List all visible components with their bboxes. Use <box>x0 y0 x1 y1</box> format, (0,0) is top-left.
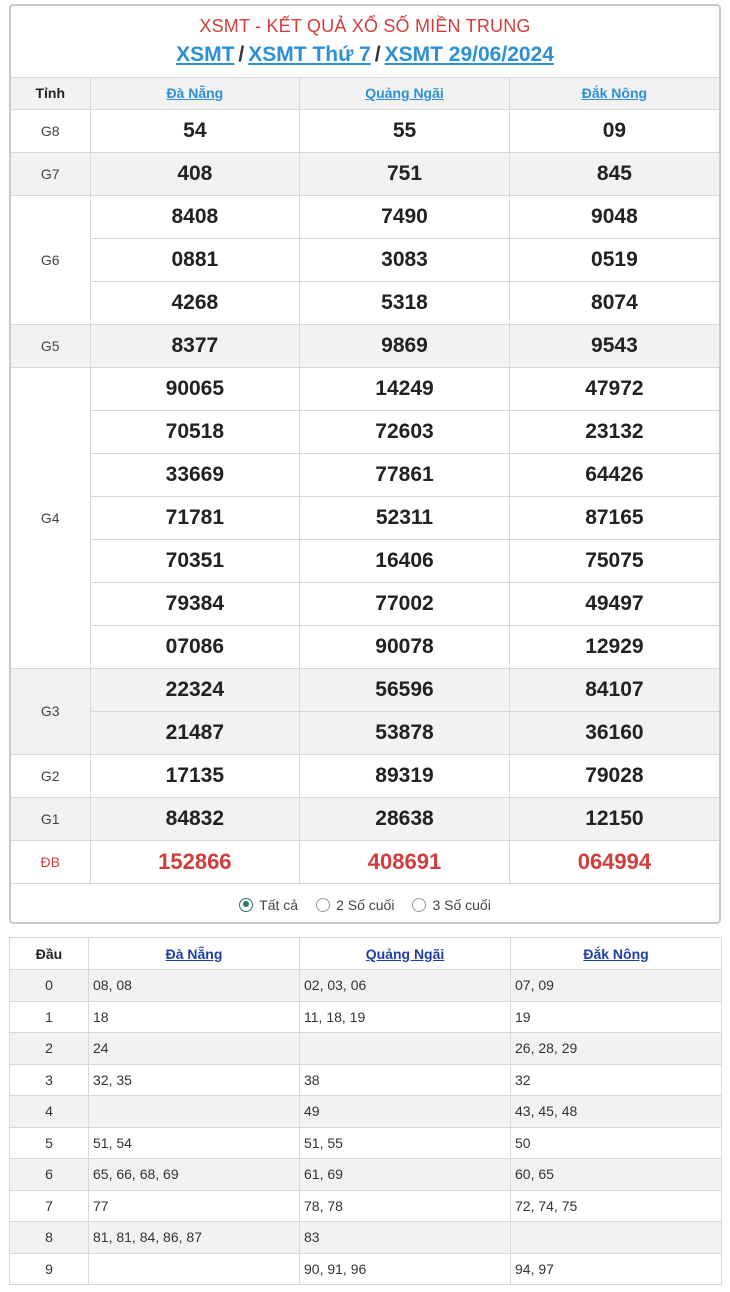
loto-numbers: 83 <box>300 1222 511 1254</box>
loto-province-link-dak-nong[interactable]: Đắk Nông <box>583 945 649 962</box>
loto-row <box>10 1096 722 1128</box>
loto-col-dak-nong <box>511 938 722 970</box>
prize-row-g2 <box>11 754 719 797</box>
prize-row-g6 <box>11 195 719 238</box>
filter-option-last-2[interactable] <box>316 897 394 913</box>
province-link-da-nang[interactable]: Đà Nẵng <box>166 85 224 102</box>
results-header <box>11 6 719 78</box>
loto-numbers: 51, 55 <box>300 1127 511 1159</box>
loto-numbers: 38 <box>300 1064 511 1096</box>
prize-number: 751 <box>300 152 510 195</box>
loto-numbers: 81, 81, 84, 86, 87 <box>89 1222 300 1254</box>
loto-numbers: 43, 45, 48 <box>511 1096 722 1128</box>
results-header-row <box>11 78 719 109</box>
prize-number: 77002 <box>300 582 510 625</box>
prize-number: 75075 <box>509 539 719 582</box>
province-link-dak-nong[interactable]: Đắk Nông <box>581 85 648 102</box>
loto-head-digit: 5 <box>10 1127 89 1159</box>
loto-numbers: 08, 08 <box>89 970 300 1002</box>
prize-number: 09 <box>509 109 719 152</box>
prize-number: 7490 <box>300 195 510 238</box>
prize-number: 8377 <box>90 324 300 367</box>
prize-row-g4 <box>11 582 719 625</box>
filter-label: Tất cả <box>259 896 299 913</box>
loto-col-quang-ngai <box>300 938 511 970</box>
loto-head-digit: 4 <box>10 1096 89 1128</box>
loto-numbers: 11, 18, 19 <box>300 1001 511 1033</box>
loto-numbers: 90, 91, 96 <box>300 1253 511 1285</box>
prize-row-g4 <box>11 625 719 668</box>
loto-head-digit: 9 <box>10 1253 89 1285</box>
prize-row-g4 <box>11 453 719 496</box>
loto-numbers: 32, 35 <box>89 1064 300 1096</box>
loto-numbers: 07, 09 <box>511 970 722 1002</box>
breadcrumb-separator: / <box>238 43 245 66</box>
loto-row <box>10 1222 722 1254</box>
prize-number: 8408 <box>90 195 300 238</box>
prize-number: 845 <box>509 152 719 195</box>
loto-numbers: 02, 03, 06 <box>300 970 511 1002</box>
radio-icon[interactable] <box>316 898 330 912</box>
special-prize-number: 064994 <box>509 840 719 883</box>
prize-number: 64426 <box>509 453 719 496</box>
loto-head-digit: 3 <box>10 1064 89 1096</box>
prize-number: 9869 <box>300 324 510 367</box>
prize-row-g6 <box>11 281 719 324</box>
prize-row-g5 <box>11 324 719 367</box>
breadcrumb <box>11 43 719 67</box>
loto-numbers <box>89 1253 300 1285</box>
prize-row-g4 <box>11 539 719 582</box>
special-prize-number: 152866 <box>90 840 300 883</box>
loto-numbers: 72, 74, 75 <box>511 1190 722 1222</box>
loto-row <box>10 1064 722 1096</box>
loto-row <box>10 1190 722 1222</box>
radio-selected-icon[interactable] <box>239 898 253 912</box>
prize-label: G4 <box>11 367 90 668</box>
prize-number: 0519 <box>509 238 719 281</box>
prize-number: 07086 <box>90 625 300 668</box>
prize-number: 4268 <box>90 281 300 324</box>
loto-province-link-da-nang[interactable]: Đà Nẵng <box>165 945 223 962</box>
prize-row-g4 <box>11 367 719 410</box>
prize-number: 77861 <box>300 453 510 496</box>
loto-head-digit: 7 <box>10 1190 89 1222</box>
prize-row-special <box>11 840 719 883</box>
loto-numbers: 94, 97 <box>511 1253 722 1285</box>
prize-label: G1 <box>11 797 90 840</box>
prize-number: 79384 <box>90 582 300 625</box>
prize-number: 90065 <box>90 367 300 410</box>
prize-number: 5318 <box>300 281 510 324</box>
col-header-dau: Đầu <box>10 938 89 970</box>
prize-number: 23132 <box>509 410 719 453</box>
prize-number: 89319 <box>300 754 510 797</box>
loto-row <box>10 1001 722 1033</box>
loto-row <box>10 970 722 1002</box>
loto-numbers <box>89 1096 300 1128</box>
prize-number: 28638 <box>300 797 510 840</box>
loto-numbers: 65, 66, 68, 69 <box>89 1159 300 1191</box>
prize-row-g4 <box>11 410 719 453</box>
special-prize-number: 408691 <box>300 840 510 883</box>
loto-numbers: 19 <box>511 1001 722 1033</box>
province-link-quang-ngai[interactable]: Quảng Ngãi <box>365 85 444 102</box>
prize-row-g1 <box>11 797 719 840</box>
col-header-dak-nong <box>509 78 719 109</box>
digit-filter <box>11 884 719 925</box>
prize-number: 71781 <box>90 496 300 539</box>
filter-label: 3 Số cuối <box>432 896 491 913</box>
prize-number: 9543 <box>509 324 719 367</box>
prize-number: 12150 <box>509 797 719 840</box>
loto-numbers: 32 <box>511 1064 722 1096</box>
prize-number: 87165 <box>509 496 719 539</box>
loto-head-digit: 0 <box>10 970 89 1002</box>
col-header-da-nang <box>90 78 300 109</box>
results-table <box>11 78 719 884</box>
prize-number: 22324 <box>90 668 300 711</box>
prize-row-g8 <box>11 109 719 152</box>
prize-row-g6 <box>11 238 719 281</box>
loto-numbers: 51, 54 <box>89 1127 300 1159</box>
loto-numbers: 24 <box>89 1033 300 1065</box>
prize-row-g3 <box>11 668 719 711</box>
prize-number: 84832 <box>90 797 300 840</box>
loto-head-digit: 1 <box>10 1001 89 1033</box>
prize-label: G3 <box>11 668 90 754</box>
prize-number: 79028 <box>509 754 719 797</box>
prize-number: 47972 <box>509 367 719 410</box>
prize-number: 54 <box>90 109 300 152</box>
loto-numbers: 49 <box>300 1096 511 1128</box>
prize-number: 9048 <box>509 195 719 238</box>
loto-numbers: 78, 78 <box>300 1190 511 1222</box>
page-title: XSMT - KẾT QUẢ XỔ SỐ MIỀN TRUNG <box>199 16 531 36</box>
prize-number: 72603 <box>300 410 510 453</box>
loto-row <box>10 1253 722 1285</box>
prize-number: 33669 <box>90 453 300 496</box>
prize-number: 12929 <box>509 625 719 668</box>
breadcrumb-link-weekday[interactable]: XSMT Thứ 7 <box>248 43 371 66</box>
prize-number: 8074 <box>509 281 719 324</box>
prize-label: G2 <box>11 754 90 797</box>
prize-number: 16406 <box>300 539 510 582</box>
prize-label: G7 <box>11 152 90 195</box>
loto-numbers: 26, 28, 29 <box>511 1033 722 1065</box>
loto-numbers <box>511 1222 722 1254</box>
filter-label: 2 Số cuối <box>336 896 395 913</box>
radio-icon[interactable] <box>412 898 426 912</box>
prize-number: 3083 <box>300 238 510 281</box>
prize-label: G6 <box>11 195 90 324</box>
loto-province-link-quang-ngai[interactable]: Quảng Ngãi <box>365 945 445 962</box>
breadcrumb-link-date[interactable]: XSMT 29/06/2024 <box>384 43 554 66</box>
loto-numbers: 18 <box>89 1001 300 1033</box>
prize-number: 0881 <box>90 238 300 281</box>
prize-number: 14249 <box>300 367 510 410</box>
loto-col-da-nang <box>89 938 300 970</box>
prize-number: 408 <box>90 152 300 195</box>
prize-number: 17135 <box>90 754 300 797</box>
prize-number: 70351 <box>90 539 300 582</box>
filter-option-all[interactable] <box>239 897 298 913</box>
results-card <box>9 4 721 924</box>
loto-head-table <box>9 937 722 1285</box>
prize-number: 49497 <box>509 582 719 625</box>
prize-number: 53878 <box>300 711 510 754</box>
breadcrumb-link-xsmt[interactable]: XSMT <box>176 43 235 66</box>
prize-number: 84107 <box>509 668 719 711</box>
loto-numbers <box>300 1033 511 1065</box>
col-header-province: Tỉnh <box>11 78 90 109</box>
prize-row-g7 <box>11 152 719 195</box>
loto-head-digit: 2 <box>10 1033 89 1065</box>
prize-number: 52311 <box>300 496 510 539</box>
loto-row <box>10 1159 722 1191</box>
prize-number: 70518 <box>90 410 300 453</box>
prize-number: 90078 <box>300 625 510 668</box>
prize-number: 56596 <box>300 668 510 711</box>
prize-label-special: ĐB <box>11 840 90 883</box>
prize-label: G8 <box>11 109 90 152</box>
loto-row <box>10 1033 722 1065</box>
prize-row-g4 <box>11 496 719 539</box>
prize-number: 55 <box>300 109 510 152</box>
filter-option-last-3[interactable] <box>412 897 490 913</box>
loto-numbers: 60, 65 <box>511 1159 722 1191</box>
loto-row <box>10 1127 722 1159</box>
prize-row-g3 <box>11 711 719 754</box>
col-header-quang-ngai <box>300 78 510 109</box>
loto-head-digit: 6 <box>10 1159 89 1191</box>
loto-numbers: 50 <box>511 1127 722 1159</box>
prize-number: 21487 <box>90 711 300 754</box>
loto-numbers: 61, 69 <box>300 1159 511 1191</box>
loto-numbers: 77 <box>89 1190 300 1222</box>
prize-label: G5 <box>11 324 90 367</box>
loto-header-row <box>10 938 722 970</box>
loto-head-digit: 8 <box>10 1222 89 1254</box>
prize-number: 36160 <box>509 711 719 754</box>
breadcrumb-separator: / <box>374 43 381 66</box>
